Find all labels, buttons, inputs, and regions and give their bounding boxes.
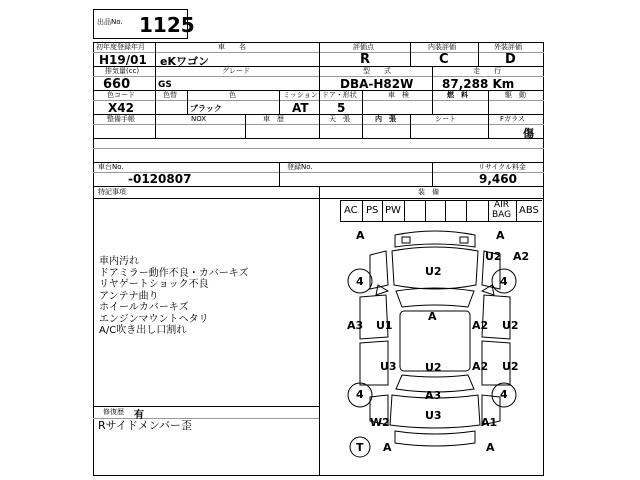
mark-left-u3: U3 (380, 360, 397, 373)
mark-wheel-bl: 4 (356, 388, 364, 401)
model-code: DBA-H82W (340, 77, 414, 91)
color-code: X42 (108, 101, 134, 115)
doors: 5 (337, 101, 346, 115)
lot-box (93, 9, 195, 39)
mark-wheel-tl: 4 (356, 275, 364, 288)
mark-front-left: A (356, 229, 365, 242)
lot-number: 1125 (139, 13, 195, 37)
note-line: ホイールカバーキズ (99, 302, 189, 313)
displacement: 660 (103, 77, 131, 92)
inspection-label: 車 検 (388, 91, 409, 99)
mark-hood: U2 (425, 265, 442, 278)
model-label: 型 式 (363, 67, 391, 75)
glass-label: Fガラス (500, 115, 525, 123)
doors-label: ドア・形状 (322, 91, 357, 99)
chassis-number: -0120807 (128, 172, 192, 186)
mark-rear-a3: A3 (425, 389, 442, 402)
grade: GS (158, 80, 172, 90)
equipment-label: 装 備 (418, 188, 439, 196)
repair-value: 有 (134, 410, 144, 421)
registration-label: 登録No. (287, 163, 313, 171)
note-line: エンジンマウントヘタリ (99, 313, 209, 325)
mark-right-u2: U2 (502, 319, 519, 332)
mark-right-a2: A2 (472, 319, 489, 332)
mileage: 87,288 Km (442, 77, 515, 91)
mark-trunk: U3 (425, 409, 442, 422)
manual-label: 整備手帳 (107, 115, 135, 123)
car-diagram (330, 225, 540, 465)
displacement-label: 排気量(cc) (105, 67, 140, 75)
mark-right-a2-lower: A2 (472, 360, 489, 373)
note-line: リヤゲートショック不良 (99, 279, 209, 290)
equip-airbag-2: BAG (492, 210, 512, 220)
car-name: eKワゴン (160, 55, 209, 68)
mark-center-u2: U2 (425, 361, 442, 374)
mark-right-a2-top: A2 (513, 250, 530, 263)
mark-right-u2-top: U2 (485, 250, 502, 263)
score-label: 評価点 (353, 43, 374, 51)
equip-ps: PS (366, 205, 379, 216)
chassis-label: 車台No. (98, 163, 124, 171)
nox-label: NOX (191, 115, 207, 123)
color: ブラック (190, 104, 222, 113)
mark-rear-right: A (486, 441, 495, 454)
glass-value: 傷 (523, 127, 534, 140)
history-label: 車 歴 (263, 115, 284, 123)
mark-wheel-tr: 4 (500, 275, 508, 288)
recycle-label: リサイクル料金 (478, 163, 527, 171)
year-label: 初年度登録年月 (96, 43, 145, 51)
notes-label: 特記事項 (98, 188, 126, 196)
repair-label: 修復歴 (103, 408, 124, 416)
color-change-label: 色替 (163, 91, 177, 99)
exterior-score: D (505, 52, 516, 67)
seat-label: シート (435, 115, 456, 123)
recycle-fee: 9,460 (479, 172, 517, 186)
note-line: 車内汚れ (99, 256, 139, 267)
mark-roof: A (428, 310, 437, 323)
fuel-label: 燃 料 (447, 91, 468, 99)
mark-left-a3: A3 (347, 319, 364, 332)
interior-trim-label: 内 張 (375, 115, 396, 123)
color-code-label: 色コード (107, 91, 135, 99)
mission-label: ミッション (283, 91, 318, 99)
note-line: ドアミラー動作不良・カバーキズ (99, 267, 249, 279)
roof-label: 天 張 (329, 115, 350, 123)
mission: AT (292, 101, 309, 115)
first-registration: H19/01 (99, 53, 147, 67)
interior-score: C (439, 52, 449, 67)
equip-abs: ABS (519, 205, 539, 216)
mark-rear-w2: W2 (370, 416, 390, 429)
mark-front-right: A (496, 229, 505, 242)
mark-wheel-br: 4 (500, 388, 508, 401)
drive-label: 駆 動 (505, 91, 526, 99)
repair-detail: Rサイドメンバー歪 (98, 419, 192, 432)
grade-label: グレード (222, 67, 250, 75)
mark-right-u2-lower: U2 (502, 360, 519, 373)
note-line: アンテナ曲り (99, 290, 159, 302)
car-name-label: 車 名 (218, 43, 246, 51)
exterior-score-label: 外装評価 (494, 43, 522, 51)
interior-score-label: 内装評価 (428, 43, 456, 51)
lot-label: 出品No. (97, 18, 123, 26)
equip-ac: AC (344, 205, 358, 216)
equip-pw: PW (385, 205, 401, 216)
mileage-label: 走 行 (473, 67, 501, 75)
score-value: R (360, 52, 371, 67)
mark-rear-left: A (383, 441, 392, 454)
mark-tire: T (356, 441, 364, 454)
equip-airbag-1: AIR (494, 200, 510, 210)
color-label: 色 (229, 91, 236, 99)
mark-rear-a1: A1 (481, 416, 498, 429)
mark-left-u1: U1 (376, 319, 393, 332)
note-line: A/C吹き出し口割れ (99, 325, 187, 336)
